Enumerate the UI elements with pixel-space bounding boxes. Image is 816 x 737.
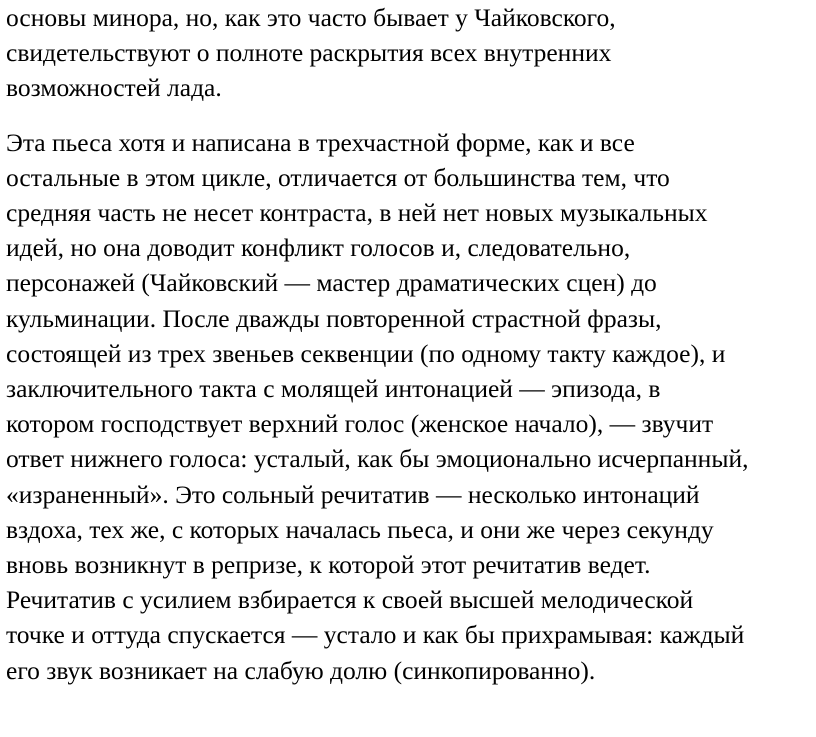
text-line: точке и оттуда спускается — устало и как бы прихрамывая: каждый [6, 620, 745, 650]
text-line: персонажей (Чайковский — мастер драматических сцен) до [6, 268, 657, 298]
document-page [6, 0, 814, 688]
text-line: его звук возникает на слабую долю (синкопированно). [6, 655, 596, 685]
text-line: средняя часть не несет контраста, в ней нет новых музыкальных [6, 198, 708, 228]
text-line: вновь возникнут в репризе, к которой этот речитатив ведет. [6, 550, 651, 580]
text-line: состоящей из трех звеньев секвенции (по одному такту каждое), и [6, 338, 726, 368]
paragraph-2 [6, 125, 814, 688]
text-line: «израненный». Это сольный речитатив — несколько интонаций [6, 479, 700, 509]
text-line: кульминации. После дважды повторенной страстной фразы, [6, 303, 662, 333]
text-line: вздоха, тех же, с которых началась пьеса, и они же через секунду [6, 514, 714, 544]
text-line: возможностей лада. [6, 73, 222, 103]
text-line: остальные в этом цикле, отличается от большинства тем, что [6, 162, 670, 192]
text-line: котором господствует верхний голос (женское начало), — звучит [6, 409, 714, 439]
text-line: заключительного такта с молящей интонацией — эпизода, в [6, 374, 661, 404]
text-line: Эта пьеса хотя и написана в трехчастной форме, как и все [6, 127, 635, 157]
text-line: свидетельствуют о полноте раскрытия всех внутренних [6, 38, 612, 68]
text-line: Речитатив с усилием взбирается к своей высшей мелодической [6, 585, 694, 615]
text-line: ответ нижнего голоса: усталый, как бы эмоционально исчерпанный, [6, 444, 749, 474]
text-line: основы минора, но, как это часто бывает у Чайковского, [6, 3, 616, 32]
text-line: идей, но она доводит конфликт голосов и, следовательно, [6, 233, 631, 263]
paragraph-1 [6, 0, 814, 106]
